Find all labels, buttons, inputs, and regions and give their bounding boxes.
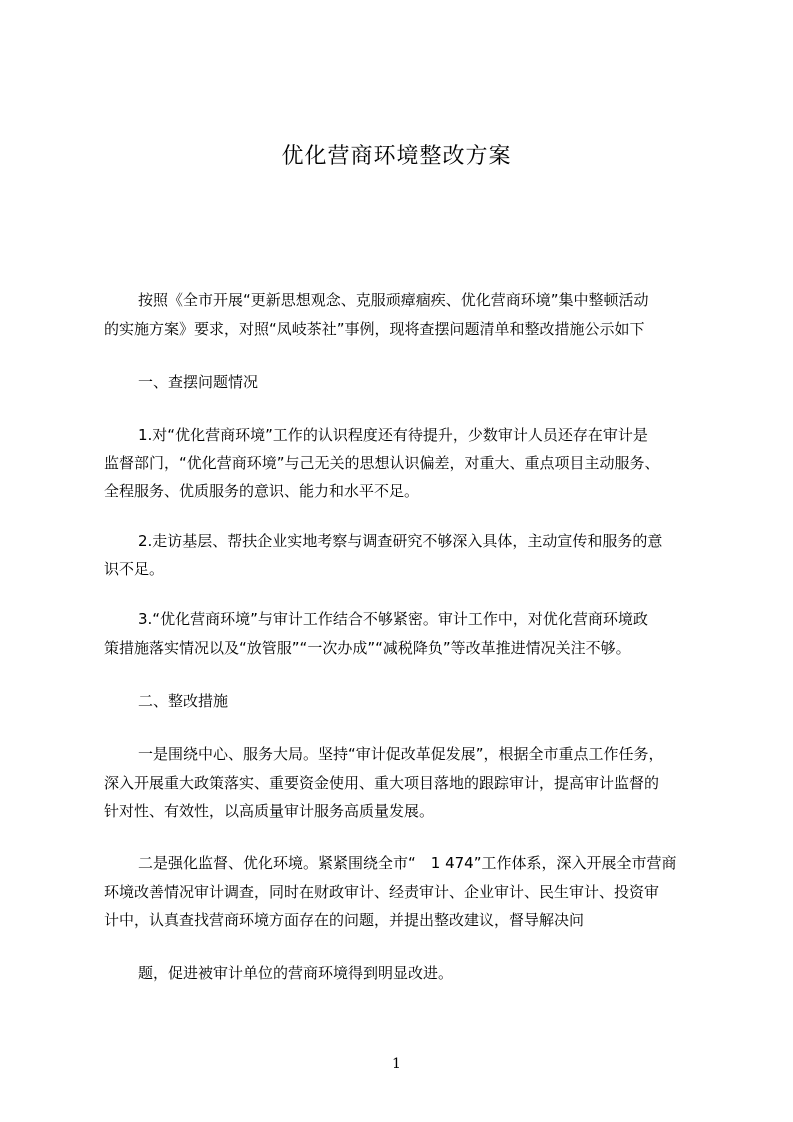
problem-item-1-line: 全程服务、优质服务的意识、能力和水平不足。 (104, 482, 420, 500)
problem-item-2-line: 2.走访基层、帮扶企业实地考察与调查研究不够深入具体，主动宣传和服务的意 (138, 532, 663, 550)
measure-2-line: 环境改善情况审计调查，同时在财政审计、经责审计、企业审计、民生审计、投资审 (104, 883, 660, 901)
measure-1-line: 一是围绕中心、服务大局。坚持“审计促改革促发展”，根据全市重点工作任务， (138, 745, 664, 763)
measure-1-line: 针对性、有效性，以高质量审计服务高质量发展。 (104, 802, 435, 820)
measure-2-line: 题，促进被审计单位的营商环境得到明显改进。 (138, 964, 454, 982)
section-heading-problems: 一、查摆问题情况 (138, 373, 259, 391)
problem-item-3-line: 3.“优化营商环境”与审计工作结合不够紧密。审计工作中，对优化营商环境政 (138, 610, 648, 628)
measure-1-line: 深入开展重大政策落实、重要资金使用、重大项目落地的跟踪审计，提高审计监督的 (104, 774, 660, 792)
problem-item-1-line: 监督部门，“优化营商环境”与己无关的思想认识偏差，对重大、重点项目主动服务、 (104, 454, 660, 472)
section-heading-measures: 二、整改措施 (138, 692, 229, 710)
measure-2-line: 计中，认真查找营商环境方面存在的问题，并提出整改建议，督导解决问 (104, 911, 585, 929)
problem-item-1-line: 1.对“优化营商环境”工作的认识程度还有待提升，少数审计人员还存在审计是 (138, 426, 648, 444)
measure-2-line: 二是强化监督、优化环境。紧紧围绕全市“ 1 474”工作体系，深入开展全市营商 (138, 854, 677, 872)
page-number: 1 (392, 1056, 401, 1072)
intro-line: 按照《全市开展“更新思想观念、克服顽瘴痼疾、优化营商环境”集中整顿活动 (138, 291, 649, 309)
intro-line: 的实施方案》要求，对照“凤岐茶社”事例，现将查摆问题清单和整改措施公示如下 (104, 320, 645, 338)
problem-item-3-line: 策措施落实情况以及“放管服”“一次办成”“减税降负”等改革推进情况关注不够。 (104, 639, 631, 657)
document-title: 优化营商环境整改方案 (281, 144, 512, 169)
problem-item-2-line: 识不足。 (104, 560, 165, 578)
